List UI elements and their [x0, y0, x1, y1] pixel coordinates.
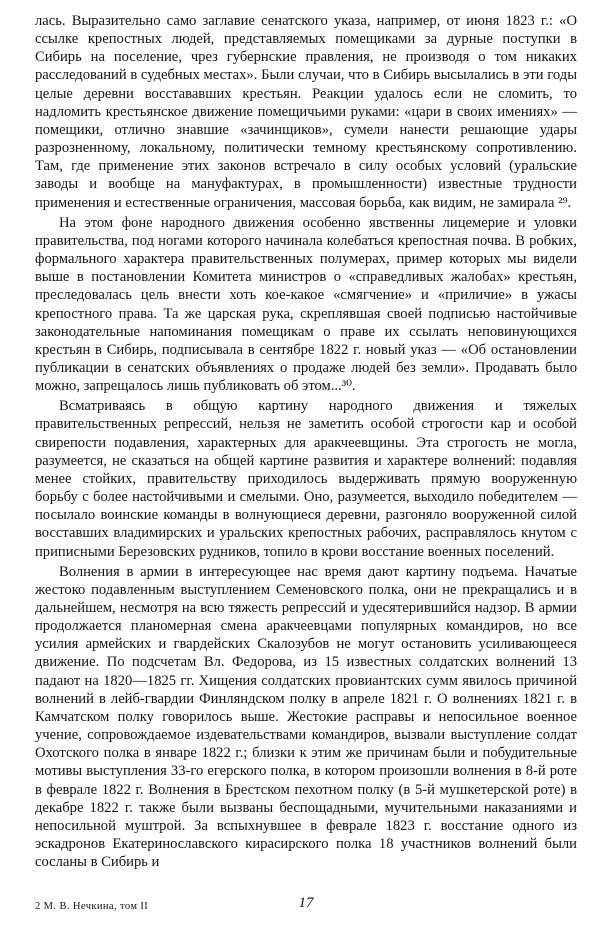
paragraph-army-unrest: Волнения в армии в интересующее нас время дают картину подъема. Начатые жестоко подавленным выступлением Семеновского полка, они не прекращались и в дальнейшем, несмотря на всю тяжесть репрессий и удесятерившийся надзор. В армии продолжается планомерная смена аракчеевцами популярных командиров, но все усилия армейских и гвардейских Скалозубов не могут остановить усиливающееся движение. По подсчетам Вл. Федорова, из 15 известных солдатских волнений 13 падают на 1820—1825 гг. Хищения солдатских провиантских сумм явилось причиной волнений в лейб-гвардии Финляндском полку в апреле 1821 г. О волнениях 1821 г. в Камчатском полку говорилось выше. Жестокие расправы и непосильное военное учение, сопровождаемое издевательствами командиров, вызвали выступление солдат Охотского полка в январе 1822 г.; близки к этим же причинам были и побудительные мотивы выступления 33-го егерского полка, в котором произошли волнения в 8-й роте в феврале 1822 г. Волнения в Брестском пехотном полку (в 5-й мушкетерской роте) в декабре 1822 г. также были вызваны беспощадными, мучительными наказаниями и непосильной муштрой. За вспыхнувшее в феврале 1823 г. восстание одного из эскадронов Екатеринославского кирасирского полка 18 участников волнений были сосланы в Сибирь и	[35, 563, 577, 871]
page-number: 17	[298, 895, 314, 911]
paragraph-hypocrisy: На этом фоне народного движения особенно явственны лицемерие и уловки правительства, под ногами которого начинала колебаться крепостная почва. В робких, формального характера правительственных полумерах, пример которых мы видели выше в постановлении Комитета министров о «справедливых жалобах» крестьян, преследовалась цель внести хоть кое-какое «смягчение» и «приличие» в ужасы крепостного права. Та же царская рука, скреплявшая своей подписью настойчивые законодательные напоминания помещикам о праве их ссылать неповинующихся крестьян в Сибирь, подписывала в сентябре 1822 г. новый указ — «Об остановлении публикации в сенатских объявлениях о продаже людей без земли». Продавать было можно, запрещалось лишь публиковать об этом...³⁰.	[35, 214, 577, 395]
printer-signature: 2 М. В. Нечкина, том II	[35, 901, 149, 912]
page-footer	[35, 895, 577, 919]
paragraph-continuation: лась. Выразительно само заглавие сенатского указа, например, от июня 1823 г.: «О ссылке крепостных людей, представляемых помещиками за дурные поступки в Сибирь на поселение, чрез губернские правления, не производя о том никаких расследований в судебных местах». Были случаи, что в Сибирь высылались в эти годы целые деревни восстававших крестьян. Реакции удалось если не сломить, то надломить крестьянское движение помещичьими руками: «цари в своих имениях» — помещики, отлично знавшие «зачинщиков», сумели нанести решающие удары разрозненному, локальному, политически темному крестьянскому сопротивлению. Там, где применение этих законов встречало в силу особых условий (уральские заводы и вообще на мануфактурах, в промышленности) известные трудности применения и естественные ограничения, массовая борьба, как видим, не замирала ²⁹.	[35, 13, 577, 211]
body-text	[35, 12, 577, 871]
paragraph-repressions: Всматриваясь в общую картину народного движения и тяжелых правительственных репрессий, нельзя не заметить особой строгости кар и особой свирепости подавления, характерных для аракчеевщины. Эта строгость не могла, разумеется, не сказаться на общей картине развития и характере волнений: подавляя менее стойких, правительству приходилось выдерживать прямую вооруженную борьбу с более настойчивыми и смелыми. Оно, разумеется, выходило победителем — посылало воинские команды в волнующиеся деревни, разгоняло вооруженной силой восставших владимирских и уральских крепостных рабочих, расправлялось кнутом с приписными Березовских рудников, топило в крови восстание военных поселений.	[35, 398, 577, 560]
